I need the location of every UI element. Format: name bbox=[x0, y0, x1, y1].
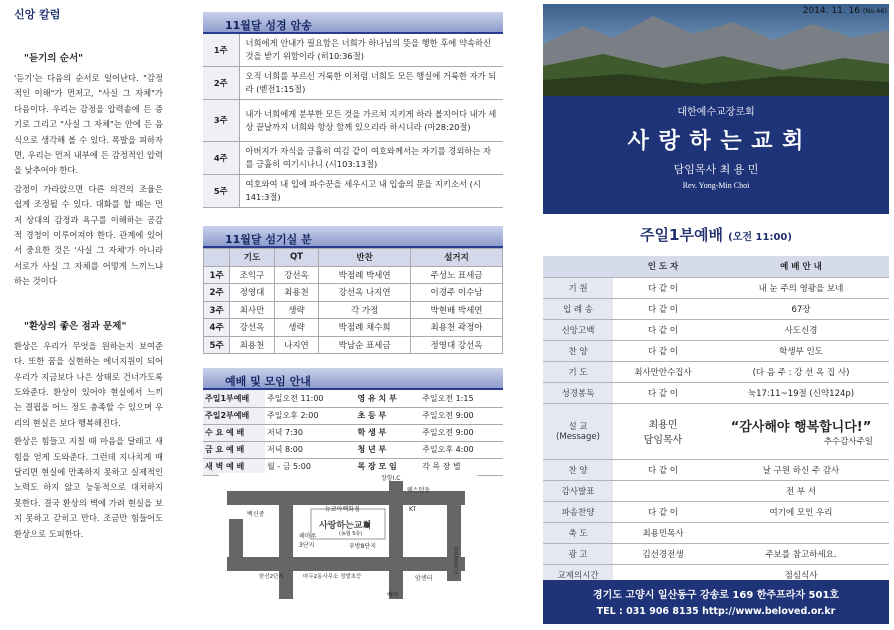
duty-cell: 박현배 박세연 bbox=[411, 301, 503, 319]
verse-row bbox=[203, 67, 503, 100]
order-cell: 감사발표 bbox=[543, 480, 613, 501]
order-cell: 입 례 송 bbox=[543, 298, 613, 319]
order-cell: 광 고 bbox=[543, 543, 613, 564]
schedule-cell: 주일오후 2:00 bbox=[265, 407, 355, 424]
sermon-label-ko: 설 교 bbox=[568, 422, 588, 432]
order-cell: 학생부 인도 bbox=[713, 340, 889, 361]
order-row bbox=[543, 298, 889, 319]
schedule-cell: 학 생 부 bbox=[355, 424, 420, 441]
duty-row bbox=[204, 319, 503, 337]
order-row bbox=[543, 459, 889, 480]
denomination: 대한예수교장로회 bbox=[677, 107, 755, 118]
order-cell: 교제의시간 bbox=[543, 564, 613, 585]
schedule-cell: 저녁 7:30 bbox=[265, 424, 355, 441]
duty-header: 반찬 bbox=[319, 249, 411, 267]
duty-cell: 나지연 bbox=[274, 336, 318, 354]
schedule-cell: 주일오전 11:00 bbox=[265, 390, 355, 407]
mountain-graphic bbox=[543, 4, 889, 96]
duty-cell: 정영대 bbox=[230, 284, 274, 302]
church-footer bbox=[543, 580, 889, 624]
order-cell: 축 도 bbox=[543, 522, 613, 543]
church-name: 사 랑 하 는 교 회 bbox=[627, 129, 805, 154]
order-cell: 눅17:11~19절 (신약124p) bbox=[713, 382, 889, 403]
map-label-newcore: 뉴코아백화점 bbox=[325, 506, 360, 513]
order-header-row bbox=[543, 256, 889, 277]
order-row bbox=[543, 277, 889, 298]
schedule-cell: 금 요 예 배 bbox=[203, 441, 265, 458]
schedule-cell: 저녁 8:00 bbox=[265, 441, 355, 458]
schedule-row bbox=[203, 407, 503, 424]
church-banner bbox=[543, 96, 889, 214]
article2-paragraph: 환상은 힘들고 지칠 때 마음을 달래고 새 힘을 얻게 도와준다. 그런데 지나치게 매달리면 현실에 만족하지 못하고 실제적인 노력도 하지 않고 능동적으로 대처하지 못한다. 결국 환상의 벽에 가려 현실을 보지 못하고 갇히고 만다. 조금만 힘들어도 환상으로 도피한다. bbox=[14, 436, 163, 539]
order-cell: 날 구원 하신 주 감사 bbox=[713, 459, 889, 480]
order-header bbox=[543, 256, 613, 277]
map-label-haemaru: 해마루 bbox=[299, 533, 317, 540]
issue-date: 2014. 11. 16 (No.46) bbox=[802, 6, 887, 16]
verse-week: 3주 bbox=[203, 100, 239, 142]
order-cell bbox=[713, 522, 889, 543]
article1-paragraph: 감정이 가라앉으면 다른 의견의 조율은 쉽게 조정될 수 있다. 대화를 할 때는 먼저 상대의 감정과 욕구를 이해하는 공감적 경청이 이루어져야 한다. 관계에 있어서 중요한 것은 '사실 그 자체'가 아니라 서로가 사실 그 자체를 어떻게 느끼느냐 하는 것이다 bbox=[14, 183, 163, 287]
schedule-row bbox=[203, 390, 503, 407]
order-cell: 전 부 서 bbox=[713, 480, 889, 501]
verse-week: 4주 bbox=[203, 142, 239, 175]
duty-table bbox=[203, 248, 503, 354]
verse-text: 내가 너희에게 분부한 모든 것을 가르쳐 지키게 하라 볼지어다 내가 세상 끝날까지 너희와 항상 함께 있으리라 하시니라 (마28:20절) bbox=[239, 100, 503, 142]
map-label-hanshin: 한신2단지 bbox=[259, 574, 284, 580]
schedule-cell: 청 년 부 bbox=[355, 441, 420, 458]
verse-text: 아버지가 자식을 긍휼히 여김 같이 여호와께서는 자기를 경외하는 자를 긍휼히 여기시나니 (시103:13절) bbox=[239, 142, 503, 175]
article2-title: "환상의 좋은 점과 문제" bbox=[24, 320, 127, 332]
duty-cell: 최용천 곽정아 bbox=[411, 319, 503, 337]
verse-row bbox=[203, 34, 503, 67]
order-cell: 점심식사 bbox=[713, 564, 889, 585]
order-cell: 파송찬양 bbox=[543, 501, 613, 522]
column-heading: 신앙 칼럼 bbox=[14, 8, 61, 21]
map-label-western: 웨스턴돔 bbox=[407, 487, 431, 494]
verse-week: 1주 bbox=[203, 34, 239, 67]
duty-cell: 강선옥 나지연 bbox=[319, 284, 411, 302]
order-cell: 신앙고백 bbox=[543, 319, 613, 340]
schedule-cell: 수 요 예 배 bbox=[203, 424, 265, 441]
sermon-preacher-role: 담임목사 bbox=[643, 435, 683, 446]
sermon-title-cell bbox=[713, 403, 889, 459]
order-cell: 다 같 이 bbox=[613, 277, 713, 298]
duty-cell: 2주 bbox=[204, 284, 230, 302]
duty-cell: 3주 bbox=[204, 301, 230, 319]
duty-header bbox=[204, 249, 230, 267]
order-row bbox=[543, 319, 889, 340]
schedule-cell: 각 목 장 별 bbox=[420, 458, 503, 475]
duty-header: QT bbox=[274, 249, 318, 267]
verse-row bbox=[203, 175, 503, 208]
verse-row bbox=[203, 142, 503, 175]
church-map bbox=[219, 473, 477, 599]
order-row bbox=[543, 340, 889, 361]
order-row bbox=[543, 382, 889, 403]
duty-title: 11월달 섬기실 분 bbox=[203, 226, 503, 248]
schedule-title: 예배 및 모임 안내 bbox=[203, 368, 503, 390]
order-cell: (다 음 주 : 강 선 옥 집 사) bbox=[713, 361, 889, 382]
schedule-cell: 영 유 치 부 bbox=[355, 390, 420, 407]
order-cell: 사도신경 bbox=[713, 319, 889, 340]
order-cell: 다 같 이 bbox=[613, 501, 713, 522]
column-section bbox=[0, 0, 175, 630]
duty-cell: 생략 bbox=[274, 319, 318, 337]
duty-cell: 이경주 이수남 bbox=[411, 284, 503, 302]
order-cell bbox=[613, 480, 713, 501]
duty-row bbox=[204, 301, 503, 319]
schedule-cell: 목 장 모 임 bbox=[355, 458, 420, 475]
service-order-table bbox=[543, 256, 889, 586]
bulletin-section bbox=[543, 0, 889, 630]
order-cell: 다 같 이 bbox=[613, 459, 713, 480]
sermon-label-en: (Message) bbox=[556, 432, 600, 442]
sermon-label bbox=[543, 403, 613, 459]
duty-cell: 각 가정 bbox=[319, 301, 411, 319]
order-cell: 찬 양 bbox=[543, 459, 613, 480]
duty-cell: 강선옥 bbox=[230, 319, 274, 337]
verse-week: 2주 bbox=[203, 67, 239, 100]
schedule-table bbox=[203, 390, 503, 476]
map-label-baeksin: 백신중 bbox=[247, 511, 265, 518]
order-row bbox=[543, 361, 889, 382]
schedule-cell: 주일오후 4:00 bbox=[420, 441, 503, 458]
map-label-3danji: 3단지 bbox=[299, 542, 315, 549]
schedule-row bbox=[203, 441, 503, 458]
duty-cell: 최용천 bbox=[274, 284, 318, 302]
order-cell: 여기에 모인 우리 bbox=[713, 501, 889, 522]
order-cell: 기 원 bbox=[543, 277, 613, 298]
map-label-woobang: 우방8단지 bbox=[349, 543, 377, 550]
order-row bbox=[543, 522, 889, 543]
duty-cell: 5주 bbox=[204, 336, 230, 354]
order-row bbox=[543, 480, 889, 501]
order-row bbox=[543, 543, 889, 564]
schedule-cell: 초 등 부 bbox=[355, 407, 420, 424]
order-cell: 다 같 이 bbox=[613, 298, 713, 319]
order-cell: 내 눈 주의 영광을 보네 bbox=[713, 277, 889, 298]
schedule-cell: 주일오전 9:00 bbox=[420, 407, 503, 424]
order-cell: 67장 bbox=[713, 298, 889, 319]
schedule-cell: 주일오전 9:00 bbox=[420, 424, 503, 441]
order-cell: 김선경전생 bbox=[613, 543, 713, 564]
schedule-cell: 월 - 금 5:00 bbox=[265, 458, 355, 475]
order-cell: 기 도 bbox=[543, 361, 613, 382]
church-contact: TEL : 031 906 8135 http://www.beloved.or.kr bbox=[596, 606, 836, 617]
sermon-title: “감사해야 행복합니다!” bbox=[730, 419, 872, 435]
sermon-row bbox=[543, 403, 889, 459]
duty-row bbox=[204, 336, 503, 354]
verse-text: 너희에게 안내가 필요함은 너희가 하나님의 뜻을 행한 후에 약속하신 것을 받기 위함이라 (히10:36절) bbox=[239, 34, 503, 67]
order-cell: 최용민목사 bbox=[613, 522, 713, 543]
verses-title: 11월달 성경 암송 bbox=[203, 12, 503, 34]
pastor-name-en: Rev. Yong-Min Choi bbox=[682, 181, 750, 190]
sermon-preacher bbox=[613, 403, 713, 459]
duty-row bbox=[204, 284, 503, 302]
duty-cell: 생략 bbox=[274, 301, 318, 319]
duty-header: 기도 bbox=[230, 249, 274, 267]
map-label-kt: KT bbox=[409, 506, 417, 513]
verses-table bbox=[203, 34, 503, 208]
duty-cell: 박남순 표세금 bbox=[319, 336, 411, 354]
order-row bbox=[543, 501, 889, 522]
map-label-church: 사랑하는교회 bbox=[319, 521, 372, 531]
order-cell: 다 같 이 bbox=[613, 319, 713, 340]
order-header: 인 도 자 bbox=[613, 256, 713, 277]
duty-header: 설거지 bbox=[411, 249, 503, 267]
duty-cell: 박점례 박세연 bbox=[319, 266, 411, 284]
map-label-madu: 마두2동사무소 정발초등 bbox=[303, 574, 362, 580]
mountain-photo bbox=[543, 4, 889, 96]
duty-cell: 최용천 bbox=[230, 336, 274, 354]
schedule-row bbox=[203, 424, 503, 441]
order-cell: 다 같 이 bbox=[613, 340, 713, 361]
pastor-name: 담임목사 최 용 민 bbox=[673, 163, 759, 176]
service-heading: 주일1부예배 (오전 11:00) bbox=[640, 226, 792, 244]
duty-cell: 강선옥 bbox=[274, 266, 318, 284]
schedule-cell: 새 벽 예 배 bbox=[203, 458, 265, 475]
map-label-baekma: 백마 bbox=[387, 592, 399, 599]
order-cell: 찬 양 bbox=[543, 340, 613, 361]
duty-cell: 조익구 bbox=[230, 266, 274, 284]
schedule-cell: 주일1부예배 bbox=[203, 390, 265, 407]
duty-cell: 박점례 채수희 bbox=[319, 319, 411, 337]
duty-cell: 4주 bbox=[204, 319, 230, 337]
map-label-cancer: 암센터 bbox=[415, 575, 433, 582]
sermon-preacher-name: 최용민 bbox=[648, 420, 678, 431]
sermon-subtitle: 추수감사주일 bbox=[823, 436, 873, 447]
duty-cell: 최사만 bbox=[230, 301, 274, 319]
duty-row bbox=[204, 266, 503, 284]
duty-cell: 정영대 강선옥 bbox=[411, 336, 503, 354]
order-cell: 주보를 참고하세요. bbox=[713, 543, 889, 564]
map-label-jangbal-school: 장발중학교 bbox=[452, 547, 458, 575]
verse-row bbox=[203, 100, 503, 142]
church-address: 경기도 고양시 일산동구 강송로 169 한주프라자 501호 bbox=[592, 590, 840, 601]
order-cell: 성경봉독 bbox=[543, 382, 613, 403]
article1-paragraph: '듣기'는 다음의 순서로 일어난다. "감정적인 이해"가 먼저고, "사실 그 자체"가 다음이다. 우리는 감정을 압력솥에 든 증기로 그리고 "사실 그 자체"는 안에 든 음식으로 생각해 볼 수 있다. 폭발을 피하자면, 우리는 먼저 내부에 든 감정적인 압력을 낮추어야 한다. bbox=[14, 73, 163, 176]
duty-cell: 주성노 표세금 bbox=[411, 266, 503, 284]
duty-cell: 1주 bbox=[204, 266, 230, 284]
schedule-cell: 주일오전 1:15 bbox=[420, 390, 503, 407]
verse-text: 여호와여 내 입에 파수꾼을 세우시고 내 입술의 문을 지키소서 (시141:3절) bbox=[239, 175, 503, 208]
order-cell: 최사만안수집사 bbox=[613, 361, 713, 382]
article2-paragraph: 환상은 우리가 무엇을 원하는지 보여준다. 또한 꿈을 실현하는 에너지원이 되어 우리가 지금보다 나은 상태로 건너가도록 도와준다. 환상이 있어야 현실에서 느끼는 결핍을 어느 정도 충족할 수 있으며 우리의 현실은 보다 행복해진다. bbox=[14, 340, 163, 428]
map-label-nonghyup: (농협 5층) bbox=[339, 531, 363, 537]
order-header: 예 배 안 내 bbox=[713, 256, 889, 277]
order-cell: 다 같 이 bbox=[613, 382, 713, 403]
verse-text: 오직 너희를 부르신 거룩한 이처럼 너희도 모든 행실에 거룩한 자가 되라 (벧전1:15절) bbox=[239, 67, 503, 100]
schedule-cell: 주일2부예배 bbox=[203, 407, 265, 424]
article1-title: "듣기의 순서" bbox=[24, 53, 84, 64]
verse-week: 5주 bbox=[203, 175, 239, 208]
map-label-jchang-ic: 장항I.C bbox=[381, 475, 401, 482]
